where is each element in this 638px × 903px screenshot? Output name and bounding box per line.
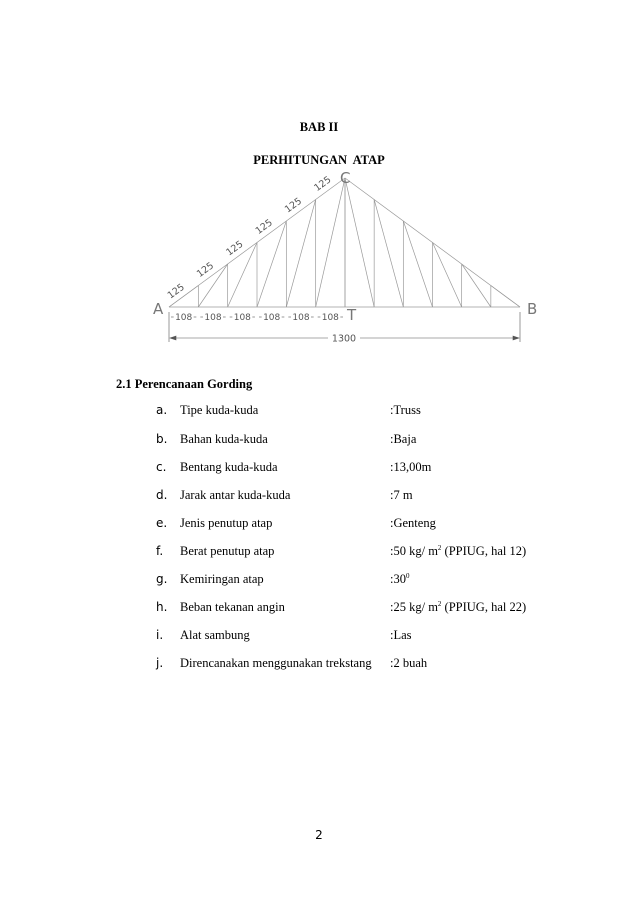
diagonal-member — [345, 178, 374, 307]
item-value: :13,00m — [390, 460, 432, 474]
top-chord-dimension: 125 — [224, 238, 246, 259]
top-chord-dimension: 125 — [282, 195, 305, 216]
diagonal-member — [403, 221, 432, 307]
list-item — [156, 516, 586, 534]
item-letter: h. — [156, 600, 168, 614]
item-letter: b. — [156, 432, 168, 446]
total-span-label: 1300 — [331, 333, 357, 345]
diagonal-member — [374, 200, 403, 308]
item-label: Jenis penutup atap — [180, 516, 273, 530]
item-letter: i. — [156, 628, 164, 642]
page-title: PERHITUNGAN ATAP — [253, 153, 385, 167]
node-label-c: C — [340, 169, 351, 187]
bottom-dimension: 108 — [233, 313, 251, 323]
item-label: Direncanakan menggunakan trekstang — [180, 656, 372, 670]
diagonal-member — [491, 286, 520, 308]
item-label: Berat penutup atap — [180, 544, 275, 558]
item-value: :Las — [390, 628, 412, 642]
item-label: Kemiringan atap — [180, 572, 264, 586]
top-chord-dimension: 125 — [165, 281, 187, 302]
diagonal-member — [316, 178, 345, 307]
list-item — [156, 403, 586, 421]
item-value: :50 kg/ $m^2$ (PPIUG, hal 12) — [390, 543, 527, 558]
chapter-heading: BAB II — [299, 120, 339, 134]
truss-diagram — [0, 160, 638, 360]
item-value: :25 kg/ $m^2$ (PPIUG, hal 22) — [390, 599, 527, 614]
page-number: 2 — [315, 828, 323, 842]
bottom-dimension: 108 — [292, 313, 310, 323]
node-label-b: B — [527, 300, 538, 318]
item-value: $:30^0$ — [390, 571, 410, 586]
item-label: Bahan kuda-kuda — [180, 432, 268, 446]
truss-members — [169, 178, 520, 307]
bottom-dimension: 108 — [321, 313, 339, 323]
item-letter: g. — [156, 572, 168, 586]
list-item — [156, 656, 586, 674]
list-item — [156, 488, 586, 506]
diagonal-member — [286, 200, 315, 308]
item-letter: a. — [156, 403, 168, 417]
bottom-dimension: 108 — [204, 313, 222, 323]
item-value: :2 buah — [390, 656, 428, 670]
list-item — [156, 460, 586, 478]
item-label: Jarak antar kuda-kuda — [180, 488, 291, 502]
item-letter: c. — [156, 460, 167, 474]
diagonal-member — [433, 243, 462, 308]
list-item — [156, 628, 586, 646]
diagonal-member — [462, 264, 491, 307]
list-item — [156, 600, 586, 618]
item-value: :Truss — [390, 403, 421, 417]
list-item — [156, 572, 586, 590]
item-value: :Baja — [390, 432, 417, 446]
item-label: Tipe kuda-kuda — [180, 403, 259, 417]
item-label: Beban tekanan angin — [180, 600, 285, 614]
item-letter: f. — [156, 544, 164, 558]
list-item — [156, 544, 586, 562]
span-arrow-left — [170, 336, 176, 340]
item-letter: e. — [156, 516, 168, 530]
top-chord-dimension: 125 — [312, 174, 334, 194]
item-value: :7 m — [390, 488, 413, 502]
top-chord-dimension: 125 — [194, 260, 217, 280]
node-label-t: T — [347, 306, 357, 324]
top-chord-dimension: 125 — [253, 217, 275, 237]
bottom-dimension: 108 — [263, 313, 281, 323]
item-label: Alat sambung — [180, 628, 250, 642]
item-label: Bentang kuda-kuda — [180, 460, 278, 474]
bottom-dimension: 108 — [175, 313, 193, 323]
item-letter: d. — [156, 488, 168, 502]
item-value: :Genteng — [390, 516, 436, 530]
node-label-a: A — [153, 300, 164, 318]
section-title: 2.1 Perencanaan Gording — [116, 377, 253, 391]
item-letter: j. — [156, 656, 164, 670]
list-item — [156, 432, 586, 450]
span-arrow-right — [513, 336, 519, 340]
